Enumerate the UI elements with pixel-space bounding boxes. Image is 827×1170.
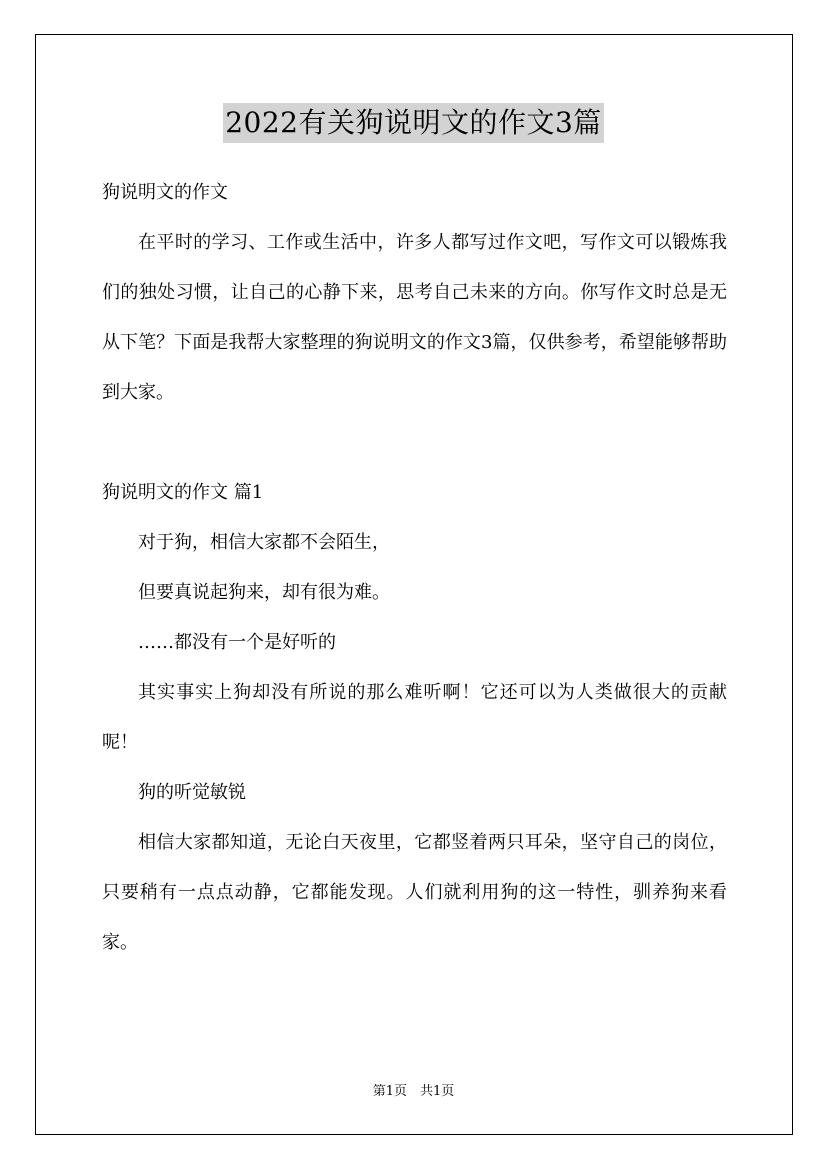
- document-body: [102, 168, 727, 968]
- blank-line: [102, 418, 727, 468]
- document-title: 2022有关狗说明文的作文3篇: [223, 103, 604, 143]
- paragraph: 狗的听觉敏锐: [138, 782, 246, 803]
- paragraph: 但要真说起狗来，却有很为难。: [138, 582, 390, 603]
- section-heading: 狗说明文的作文: [102, 182, 228, 203]
- paragraph: ……都没有一个是好听的: [138, 632, 336, 653]
- paragraph: 其实事实上狗却没有所说的那么难听啊！它还可以为人类做很大的贡献呢！: [102, 682, 727, 753]
- section-1-heading: 狗说明文的作文 篇1: [102, 482, 264, 503]
- intro-paragraph: 在平时的学习、工作或生活中，许多人都写过作文吧，写作文可以锻炼我们的独处习惯，让自己的心静下来，思考自己未来的方向。你写作文时总是无从下笔？下面是我帮大家整理的狗说明文的作文3篇，仅供参考，希望能够帮助到大家。: [102, 232, 727, 403]
- title-container: [0, 103, 827, 143]
- paragraph: 对于狗，相信大家都不会陌生，: [138, 532, 390, 553]
- paragraph: 相信大家都知道，无论白天夜里，它都竖着两只耳朵，坚守自己的岗位，只要稍有一点点动静，它都能发现。人们就利用狗的这一特性，驯养狗来看家。: [102, 832, 727, 953]
- page-footer: 第1页 共1页: [372, 1084, 455, 1099]
